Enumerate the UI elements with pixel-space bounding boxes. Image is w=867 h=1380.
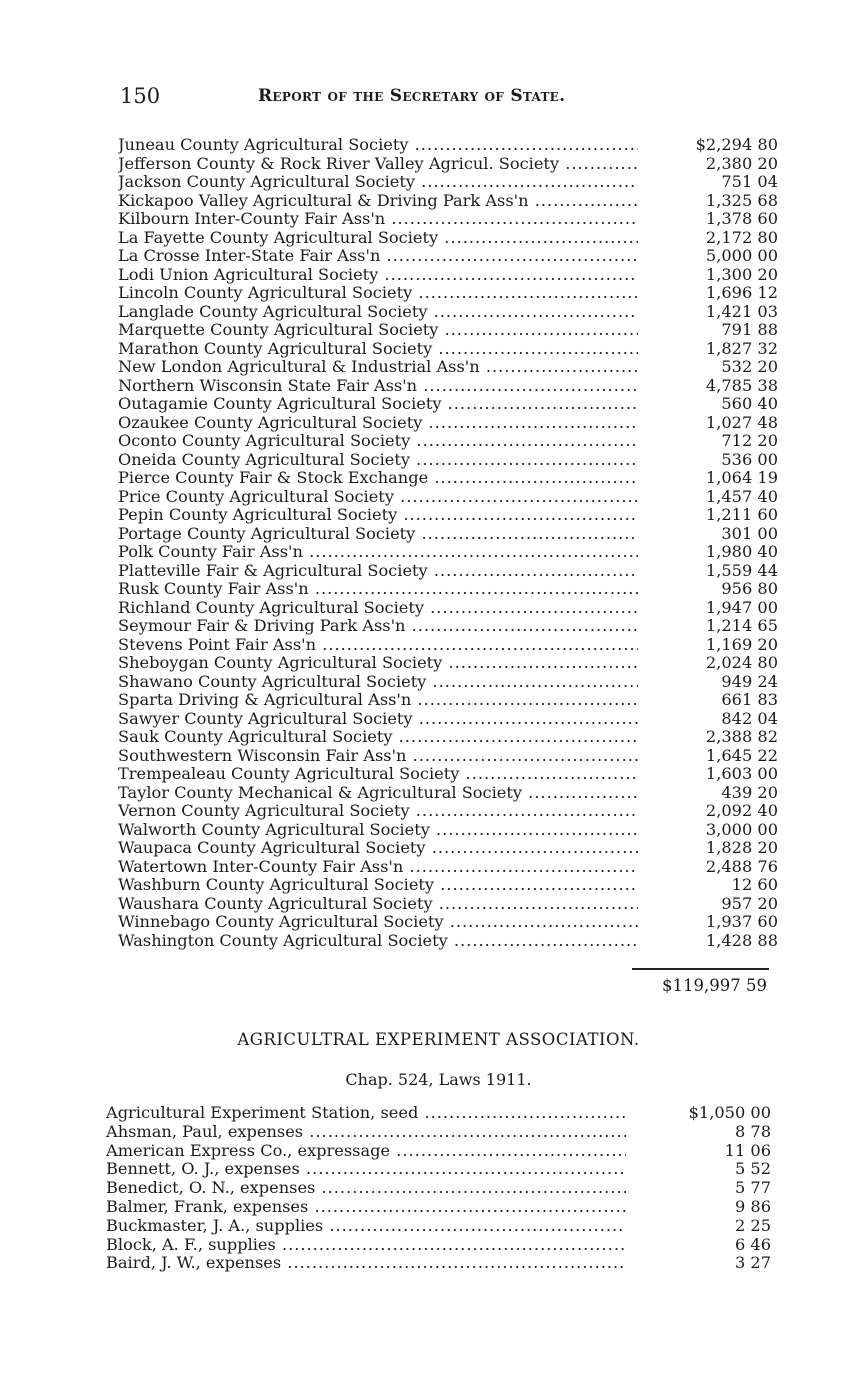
entry-amount: 532 20: [721, 357, 778, 376]
entry-amount: 1,696 12: [705, 283, 778, 302]
entry-name: Langlade County Agricultural Society .....: [118, 303, 638, 322]
entry-amount: 2,172 80: [705, 227, 778, 247]
societies-total: $119,997 59: [662, 976, 767, 995]
entry-name: Southwestern Wisconsin Fair Ass'n .....: [118, 747, 638, 766]
entry-amount: 301 00: [721, 523, 778, 543]
list-item: [106, 1104, 771, 1123]
list-item: [118, 932, 778, 951]
entry-amount: 1,428 88: [705, 930, 778, 950]
list-item: [118, 525, 778, 544]
entry-amount: 1,064 19: [705, 468, 778, 487]
entry-name: Bennett, O. J., expenses .....: [106, 1160, 626, 1179]
entry-amount: 1,027 48: [705, 412, 778, 432]
list-item: [118, 839, 778, 858]
list-item: [118, 895, 778, 914]
list-item: [118, 303, 778, 322]
entry-name: Kilbourn Inter-County Fair Ass'n .....: [118, 210, 638, 229]
entry-name: Trempealeau County Agricultural Society .....: [118, 765, 638, 784]
entry-amount: 1,947 00: [705, 597, 778, 617]
entry-amount: 1,421 03: [705, 301, 778, 321]
entry-amount: 3 27: [734, 1253, 771, 1273]
entry-name: Marathon County Agricultural Society .....: [118, 340, 638, 359]
entry-name: Waupaca County Agricultural Society .....: [118, 839, 638, 858]
entry-name: Marquette County Agricultural Society .....: [118, 321, 638, 340]
entry-name: Polk County Fair Ass'n .....: [118, 543, 638, 562]
list-item: [118, 229, 778, 248]
list-item: [118, 747, 778, 766]
entry-name: Richland County Agricultural Society .....: [118, 599, 638, 618]
list-item: [118, 710, 778, 729]
list-item: [118, 377, 778, 396]
entry-amount: 751 04: [721, 172, 778, 191]
list-item: [118, 858, 778, 877]
entry-amount: 1,211 60: [705, 505, 778, 524]
entry-amount: 5 52: [734, 1159, 771, 1179]
entry-amount: 1,645 22: [705, 745, 778, 765]
list-item: [118, 876, 778, 895]
entry-amount: 5 77: [734, 1178, 771, 1198]
entry-amount: 2,024 80: [705, 653, 778, 672]
entry-name: Stevens Point Fair Ass'n .....: [118, 636, 638, 655]
entry-name: Sheboygan County Agricultural Society .....: [118, 654, 638, 673]
list-item: [106, 1142, 771, 1161]
entry-amount: 1,828 20: [705, 838, 778, 857]
list-item: [106, 1123, 771, 1142]
entry-name: Taylor County Mechanical & Agricultural Society .....: [118, 784, 638, 803]
entry-amount: 1,457 40: [705, 486, 778, 506]
societies-list: [118, 136, 778, 950]
list-item: [118, 210, 778, 229]
entry-amount: 957 20: [721, 893, 778, 913]
list-item: [118, 358, 778, 377]
entry-name: Kickapoo Valley Agricultural & Driving Park Ass'n .....: [118, 192, 638, 211]
entry-amount: 1,325 68: [705, 190, 778, 210]
list-item: [118, 136, 778, 155]
entry-amount: 1,378 60: [705, 209, 778, 228]
entry-amount: 1,559 44: [705, 560, 778, 580]
entry-name: Ozaukee County Agricultural Society .....: [118, 414, 638, 433]
entry-amount: 1,300 20: [705, 264, 778, 284]
experiment-list: [106, 1104, 771, 1273]
entry-name: Juneau County Agricultural Society .....: [118, 136, 638, 155]
entry-name: Waushara County Agricultural Society .....: [118, 895, 638, 914]
list-item: [118, 673, 778, 692]
section-title: AGRICULTRAL EXPERIMENT ASSOCIATION.: [237, 1030, 640, 1049]
entry-amount: 842 04: [721, 708, 778, 728]
entry-name: Jackson County Agricultural Society .....: [118, 173, 638, 192]
list-item: [118, 488, 778, 507]
entry-name: Oneida County Agricultural Society .....: [118, 451, 638, 470]
entry-name: Seymour Fair & Driving Park Ass'n .....: [118, 617, 638, 636]
entry-amount: 439 20: [721, 782, 778, 802]
list-item: [118, 784, 778, 803]
total-rule: [632, 968, 769, 970]
list-item: [118, 451, 778, 470]
entry-name: Pepin County Agricultural Society .....: [118, 506, 638, 525]
running-title: Report of the Secretary of State.: [258, 86, 566, 106]
list-item: [106, 1217, 771, 1236]
list-item: [118, 192, 778, 211]
list-item: [118, 173, 778, 192]
list-item: [118, 654, 778, 673]
entry-name: American Express Co., expressage .....: [106, 1142, 626, 1161]
entry-amount: 1,827 32: [705, 338, 778, 358]
section-subtitle: Chap. 524, Laws 1911.: [345, 1070, 532, 1089]
entry-name: Washington County Agricultural Society .....: [118, 932, 638, 951]
entry-amount: 11 06: [724, 1140, 771, 1160]
entry-name: Lodi Union Agricultural Society .....: [118, 266, 638, 285]
entry-name: Price County Agricultural Society .....: [118, 488, 638, 507]
entry-amount: 8 78: [734, 1121, 771, 1141]
list-item: [106, 1160, 771, 1179]
list-item: [106, 1198, 771, 1217]
list-item: [106, 1179, 771, 1198]
list-item: [118, 155, 778, 174]
entry-amount: 956 80: [721, 579, 778, 598]
entry-amount: 536 00: [721, 449, 778, 469]
entry-amount: 6 46: [734, 1234, 771, 1254]
entry-amount: 2,092 40: [705, 801, 778, 820]
entry-amount: 2,388 82: [705, 727, 778, 746]
list-item: [118, 432, 778, 451]
entry-name: La Crosse Inter-State Fair Ass'n .....: [118, 247, 638, 266]
entry-name: Jefferson County & Rock River Valley Agricul. Society .....: [118, 155, 638, 174]
list-item: [118, 617, 778, 636]
entry-name: Northern Wisconsin State Fair Ass'n .....: [118, 377, 638, 396]
entry-name: Agricultural Experiment Station, seed .....: [106, 1104, 626, 1123]
page-header: [120, 84, 760, 112]
list-item: [106, 1254, 771, 1273]
list-item: [118, 728, 778, 747]
entry-amount: 949 24: [721, 671, 778, 691]
entry-name: New London Agricultural & Industrial Ass'n .....: [118, 358, 638, 377]
entry-name: Buckmaster, J. A., supplies .....: [106, 1217, 626, 1236]
entry-amount: 560 40: [721, 394, 778, 413]
list-item: [118, 506, 778, 525]
entry-name: Washburn County Agricultural Society .....: [118, 876, 638, 895]
entry-name: Rusk County Fair Ass'n .....: [118, 580, 638, 599]
entry-amount: 9 86: [734, 1196, 771, 1216]
list-item: [118, 691, 778, 710]
list-item: [118, 802, 778, 821]
list-item: [106, 1236, 771, 1255]
list-item: [118, 562, 778, 581]
list-item: [118, 340, 778, 359]
entry-name: Outagamie County Agricultural Society .....: [118, 395, 638, 414]
list-item: [118, 284, 778, 303]
entry-name: La Fayette County Agricultural Society .....: [118, 229, 638, 248]
entry-amount: 1,214 65: [705, 616, 778, 635]
entry-name: Baird, J. W., expenses .....: [106, 1254, 626, 1273]
entry-amount: 1,980 40: [705, 542, 778, 561]
list-item: [118, 247, 778, 266]
list-item: [118, 580, 778, 599]
entry-name: Sauk County Agricultural Society .....: [118, 728, 638, 747]
list-item: [118, 765, 778, 784]
entry-name: Shawano County Agricultural Society .....: [118, 673, 638, 692]
list-item: [118, 414, 778, 433]
entry-name: Balmer, Frank, expenses .....: [106, 1198, 626, 1217]
entry-amount: 2,380 20: [705, 153, 778, 173]
entry-amount: 5,000 00: [705, 246, 778, 265]
entry-amount: 12 60: [731, 875, 778, 894]
list-item: [118, 395, 778, 414]
entry-amount: $2,294 80: [695, 135, 778, 154]
entry-amount: 712 20: [721, 431, 778, 450]
entry-name: Watertown Inter-County Fair Ass'n .....: [118, 858, 638, 877]
entry-name: Lincoln County Agricultural Society .....: [118, 284, 638, 303]
entry-amount: 2,488 76: [705, 856, 778, 876]
entry-name: Oconto County Agricultural Society .....: [118, 432, 638, 451]
entry-amount: 1,603 00: [705, 764, 778, 783]
list-item: [118, 543, 778, 562]
entry-name: Pierce County Fair & Stock Exchange .....: [118, 469, 638, 488]
list-item: [118, 913, 778, 932]
entry-name: Vernon County Agricultural Society .....: [118, 802, 638, 821]
entry-name: Sparta Driving & Agricultural Ass'n .....: [118, 691, 638, 710]
entry-amount: 791 88: [721, 320, 778, 339]
list-item: [118, 599, 778, 618]
list-item: [118, 821, 778, 840]
list-item: [118, 636, 778, 655]
list-item: [118, 266, 778, 285]
entry-amount: 2 25: [734, 1215, 771, 1235]
list-item: [118, 469, 778, 488]
entry-name: Portage County Agricultural Society .....: [118, 525, 638, 544]
entry-amount: 661 83: [721, 690, 778, 709]
entry-name: Walworth County Agricultural Society .....: [118, 821, 638, 840]
entry-amount: 4,785 38: [705, 375, 778, 395]
entry-name: Benedict, O. N., expenses .....: [106, 1179, 626, 1198]
entry-name: Sawyer County Agricultural Society .....: [118, 710, 638, 729]
list-item: [118, 321, 778, 340]
entry-amount: 3,000 00: [705, 819, 778, 839]
entry-name: Block, A. F., supplies .....: [106, 1236, 626, 1255]
page-number: 150: [120, 84, 161, 108]
entry-name: Platteville Fair & Agricultural Society .....: [118, 562, 638, 581]
entry-name: Winnebago County Agricultural Society .....: [118, 913, 638, 932]
entry-amount: $1,050 00: [688, 1103, 771, 1122]
entry-name: Ahsman, Paul, expenses .....: [106, 1123, 626, 1142]
entry-amount: 1,937 60: [705, 912, 778, 931]
entry-amount: 1,169 20: [705, 634, 778, 654]
